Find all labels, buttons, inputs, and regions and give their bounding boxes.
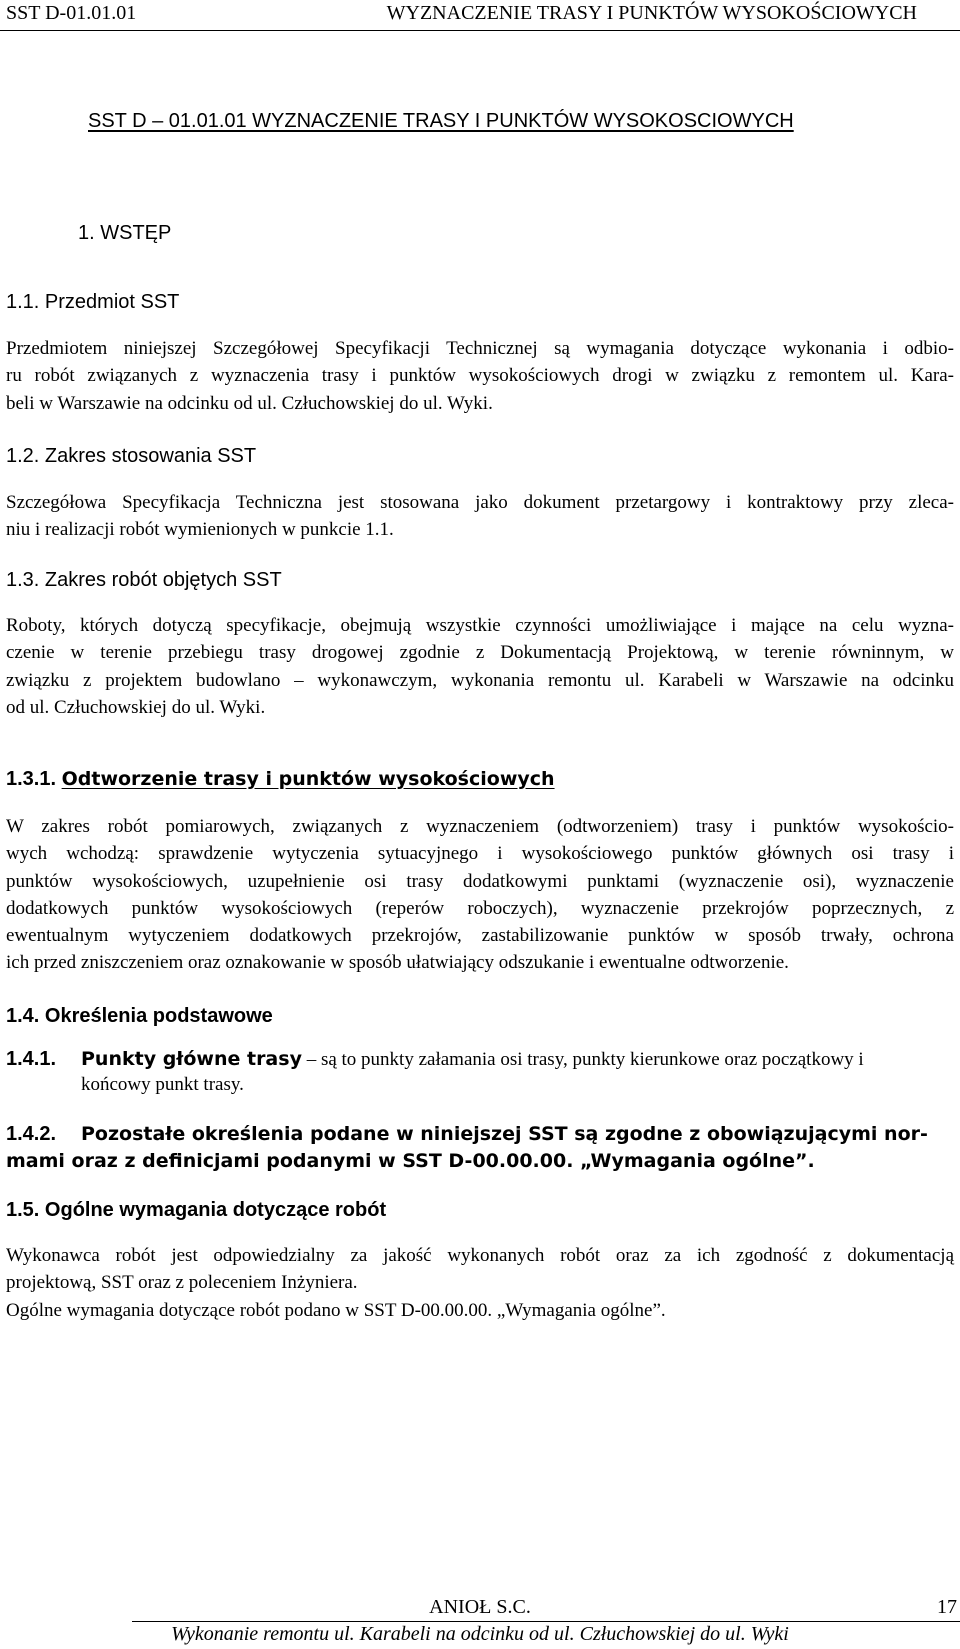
paragraph-line: Szczegółowa Specyfikacja Techniczna jest stosowana jako dokument przetargowy i kontraktowy przy zleca- — [6, 492, 954, 513]
footer-company: ANIOŁ S.C. — [429, 1596, 531, 1618]
section-heading-1: 1. WSTĘP — [78, 222, 172, 244]
paragraph-line: ru robót związanych z wyznaczenia trasy i punktów wysokościowych drogi w związku z remontem ul. Kara- — [6, 365, 954, 387]
paragraph-1-3 — [6, 612, 954, 721]
paragraph-line: niu i realizacji robót wymienionych w punkcie 1.1. — [6, 519, 394, 541]
paragraph-line: ewentualnym wytyczeniem dodatkowych przekrojów, zastabilizowanie punktów w sposób trwały, ochrona — [6, 925, 954, 947]
definition-number: 1.4.2. — [6, 1123, 57, 1145]
section-heading-1-4: 1.4. Określenia podstawowe — [6, 1005, 273, 1027]
section-heading-1-1: 1.1. Przedmiot SST — [6, 291, 180, 313]
definition-text-cont: mami oraz z definicjami podanymi w SST D-00.00.00. „Wymagania ogólne”. — [6, 1150, 815, 1172]
section-heading-1-2: 1.2. Zakres stosowania SST — [6, 445, 257, 467]
document-title: SST D – 01.01.01 WYZNACZENIE TRASY I PUNKTÓW WYSOKOSCIOWYCH — [88, 110, 794, 132]
paragraph-1-2 — [6, 489, 954, 544]
paragraph-line: W zakres robót pomiarowych, związanych z wyznaczeniem (odtworzeniem) trasy i punktów wysokościo- — [6, 816, 954, 837]
paragraph-line: od ul. Człuchowskiej do ul. Wyki. — [6, 696, 266, 718]
header-title: WYZNACZENIE TRASY I PUNKTÓW WYSOKOŚCIOWYCH — [386, 2, 917, 24]
paragraph-1-3-1 — [6, 813, 954, 977]
definition-1-4-1 — [6, 1048, 954, 1096]
paragraph-line: czenie w terenie przebiegu trasy drogowej zgodnie z Dokumentacją Projektową, w terenie równinnym, w — [6, 642, 954, 664]
definition-text-cont: końcowy punkt trasy. — [81, 1074, 244, 1095]
footer-note: Wykonanie remontu ul. Karabeli na odcinku od ul. Człuchowskiej do ul. Wyki — [171, 1623, 789, 1645]
paragraph-1-5 — [6, 1242, 954, 1324]
definition-1-4-2 — [6, 1123, 954, 1172]
paragraph-line: Ogólne wymagania dotyczące robót podano w SST D-00.00.00. „Wymagania ogólne”. — [6, 1299, 666, 1321]
section-heading-1-3-1-text: Odtworzenie trasy i punktów wysokościowych — [61, 768, 555, 790]
header-rule — [0, 30, 960, 31]
definition-text: Pozostałe określenia podane w niniejszej SST są zgodne z obowiązującymi nor- — [81, 1123, 928, 1145]
paragraph-line: punktów wysokościowych, uzupełnienie osi trasy dodatkowymi punktami (wyznaczenie osi), wyznaczenie — [6, 870, 954, 892]
definition-number: 1.4.1. — [6, 1048, 57, 1070]
paragraph-line: związku z projektem budowlano – wykonawczym, wykonania remontu ul. Karabeli w Warszawie na odcinku — [6, 669, 954, 691]
footer-rule — [132, 1621, 960, 1622]
paragraph-line: dodatkowych punktów wysokościowych (reperów roboczych), wyznaczenie przekrojów poprzecznych, z — [6, 897, 954, 919]
paragraph-line: Roboty, których dotyczą specyfikacje, obejmują wszystkie czynności umożliwiające i mające na celu wyzna- — [6, 615, 954, 636]
paragraph-line: beli w Warszawie na odcinku od ul. Człuchowskiej do ul. Wyki. — [6, 392, 493, 414]
paragraph-1-1 — [6, 335, 954, 417]
paragraph-line: wych wchodzą: sprawdzenie wytyczenia sytuacyjnego i wysokościowego punktów głównych osi trasy i — [6, 843, 954, 865]
header-code: SST D-01.01.01 — [6, 2, 137, 24]
section-heading-1-5: 1.5. Ogólne wymagania dotyczące robót — [6, 1199, 387, 1221]
page-number: 17 — [937, 1596, 957, 1618]
paragraph-line: Wykonawca robót jest odpowiedzialny za jakość wykonanych robót oraz za ich zgodność z dokumentacją — [6, 1245, 954, 1266]
section-heading-1-3-1: 1.3.1. Odtworzenie trasy i punktów wysokościowych — [6, 768, 555, 790]
section-heading-1-3: 1.3. Zakres robót objętych SST — [6, 569, 282, 591]
paragraph-line: projektową, SST oraz z poleceniem Inżyniera. — [6, 1272, 358, 1294]
definition-term: Punkty główne trasy — [81, 1048, 302, 1070]
paragraph-line: Przedmiotem niniejszej Szczegółowej Specyfikacji Technicznej są wymagania dotyczące wykonania i odbio- — [6, 338, 954, 359]
paragraph-line: ich przed zniszczeniem oraz oznakowanie w sposób ułatwiający odszukanie i ewentualne odtworzenie. — [6, 952, 789, 974]
definition-text: – są to punkty załamania osi trasy, punkty kierunkowe oraz początkowy i — [301, 1049, 864, 1070]
